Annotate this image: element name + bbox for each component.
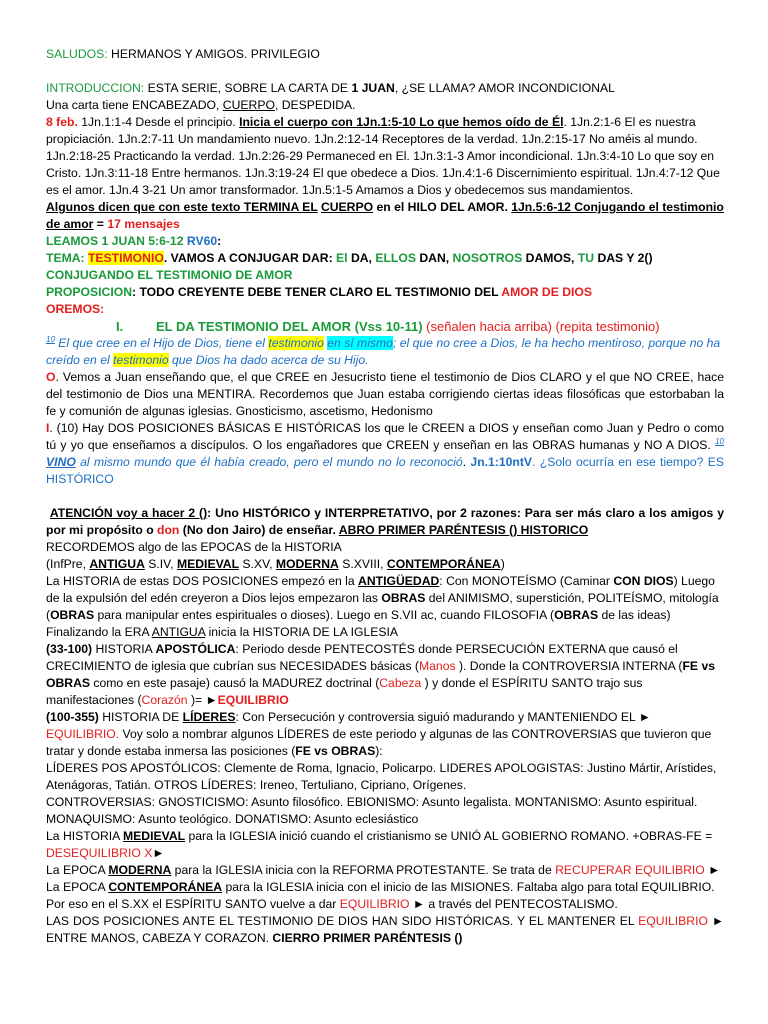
text: . 1Jn.2:1-6 El es nuestra propiciación. 1Jn.2:7-11 Un mandamiento nuevo. 1Jn.2:12-14 Receptores de la verdad. 1Jn.2:15-17 No améis al mundo. 1Jn.2:18-25 Practicando la verdad. 1Jn.2:26-29 Permaneced en El. 1Jn.3:1-3 Amor incondicional. 1Jn.3:4-10 Lo que soy en Cristo. 1Jn.3:11-18 Entre hermanos. 1Jn.3:19-24 El que obedece a Dios. 1Jn.4:1-6 Discernimiento espiritual. 1Jn.4:7-12 Que es el amor. 1Jn.4 3-21 Un amor transformador. 1Jn.5:1-5 Amamos a Dios y obedecemos sus mandamientos.	[46, 115, 720, 197]
text: 1Jn.1:1-4 Desde el principio.	[77, 115, 240, 129]
i-paragraph	[46, 420, 724, 488]
epocas-line	[46, 556, 724, 573]
text: : Periodo desde PENTECOSTÉS donde PERSECUCIÓN EXTERNA que causó el CRECIMIENTO de iglesia que cubrían sus NECESIDADES básicas (	[46, 642, 678, 673]
leamos-line	[46, 233, 724, 250]
text: . Vemos a Juan enseñando que, el que CREE en Jesucristo tiene el testimonio de Dios CLARO y el que NO CREE, hace del testimonio de Dios una MENTIRA. Recordemos que Juan estaba corrigiendo ciertas ideas filosóficas que estorbaban la fe y comunión de algunas iglesias. Gnosticismo, ascetismo, Hedonismo	[46, 370, 724, 418]
text-bold: CON DIOS	[613, 574, 674, 588]
text: ESTA SERIE, SOBRE LA CARTA DE	[144, 81, 352, 95]
text-underline: CUERPO	[222, 98, 275, 112]
text: El que cree en el Hijo de Dios, tiene el	[54, 336, 269, 350]
text-red: don	[157, 523, 180, 537]
text: . VAMOS A CONJUGAR DAR:	[163, 251, 337, 265]
saludos-text: HERMANOS Y AMIGOS. PRIVILEGIO	[107, 47, 320, 61]
text: ) y donde el ESPÍRITU SANTO trajo sus manifestaciones (	[46, 676, 643, 707]
lideres-paragraph	[46, 709, 724, 760]
controversias-list: CONTROVERSIAS: GNOSTICISMO: Asunto filosófico. EBIONISMO: Asunto legalista. MONTANISMO: Asunto espiritual. MONAQUISMO: Asunto teológico. DONATISMO: Asunto eclesiástico	[46, 795, 698, 826]
text-underline: CUERPO	[320, 200, 374, 214]
date-label: 8 feb.	[46, 115, 78, 129]
text: del ANIMISMO, superstición, POLITEÍSMO, mitología (	[46, 591, 719, 622]
proposicion-line	[46, 284, 724, 301]
proposicion-label: PROPOSICION	[46, 285, 133, 299]
oremos-line: OREMOS:	[46, 302, 105, 316]
text: para manipular entes espirituales o dioses). Luego en S.VII ac, cuando FILOSOFIA (	[94, 608, 555, 622]
text-bold: 1 JUAN	[351, 81, 395, 95]
text-bold: LÍDERES	[182, 710, 236, 724]
tema-label: TEMA:	[46, 251, 88, 265]
text-bold: CIERRO PRIMER PARÉNTESIS ()	[272, 931, 463, 945]
text: ) Luego de la expulsión del edén creyeron a Dios lejos empezaron las	[46, 574, 715, 605]
moderna-paragraph	[46, 862, 724, 879]
text: ► a través del PENTECOSTALISMO.	[409, 897, 618, 911]
highlight: testimonio	[113, 353, 169, 367]
text-red: DESEQUILIBRIO X	[46, 846, 153, 860]
text-red: Cabeza	[379, 676, 422, 690]
text: DAS Y 2()	[594, 251, 653, 265]
text-red: EQUILIBRIO	[638, 914, 708, 928]
final-paragraph	[46, 913, 724, 947]
contemporanea-paragraph	[46, 879, 724, 913]
text: =	[93, 217, 108, 231]
heading-number: I.	[116, 319, 124, 334]
text-green: TU	[577, 251, 595, 265]
text: S.XVIII,	[338, 557, 387, 571]
text-bold: MEDIEVAL	[123, 829, 186, 843]
text-red: I	[46, 421, 50, 435]
text-green: NOSOTROS	[452, 251, 523, 265]
text-blue: al mismo mundo que él había creado, pero el mundo no lo reconoció	[75, 455, 463, 469]
text-bold: FE vs OBRAS	[295, 744, 376, 758]
text: La HISTORIA	[46, 829, 123, 843]
text-red: Manos	[419, 659, 456, 673]
text-bold: OBRAS	[554, 608, 599, 622]
antiguedad-paragraph	[46, 573, 724, 641]
text: )	[500, 557, 505, 571]
apostolica-paragraph	[46, 641, 724, 709]
text: (InfPre,	[46, 557, 90, 571]
text-bold: MEDIEVAL	[176, 557, 240, 571]
text-green: LEAMOS 1 JUAN 5:6-12	[46, 234, 187, 248]
message-count: 17 mensajes	[107, 217, 180, 231]
verse-number: 10	[715, 436, 724, 446]
text: HISTORIA DE	[98, 710, 183, 724]
lideres-list: LÍDERES POS APOSTÓLICOS: Clemente de Roma, Ignacio, Policarpo. LIDERES APOLOGISTAS: Justino Mártir, Arístides, Atenágoras, Tatián. OTROS LÍDERES: Ireneo, Tertuliano, Cipriano, Orígenes.	[46, 761, 717, 792]
text-bold: (100-355)	[46, 710, 99, 724]
text-red: AMOR DE DIOS	[501, 285, 593, 299]
document-page	[46, 46, 724, 947]
medieval-paragraph	[46, 828, 724, 862]
text: La EPOCA	[46, 880, 109, 894]
text-red: EQUILIBRIO.	[46, 727, 120, 741]
text: para la IGLESIA inicia con la REFORMA PROTESTANTE. Se trata de	[171, 863, 556, 877]
saludos-label: SALUDOS:	[46, 47, 108, 61]
text: .	[462, 455, 471, 469]
text-red: EQUILIBRIO	[217, 693, 289, 707]
introduccion-line	[46, 80, 724, 97]
atencion-paragraph	[46, 505, 724, 539]
text-red: RECUPERAR EQUILIBRIO	[555, 863, 705, 877]
text-bold: (33-100)	[46, 642, 93, 656]
text: ; el que no cree a Dios, le ha hecho mentiroso, porque no ha creído en el	[46, 336, 721, 367]
conjugando-line: CONJUGANDO EL TESTIMONIO DE AMOR	[46, 268, 293, 282]
text: La EPOCA	[46, 863, 109, 877]
heading-note: (señalen hacia arriba) (repita testimonio)	[422, 319, 660, 334]
reference: Jn.1:10ntV	[470, 455, 533, 469]
text-bold: MODERNA	[108, 863, 172, 877]
text: )= ►	[187, 693, 218, 707]
carta-line	[46, 97, 724, 114]
text: . (10) Hay DOS POSICIONES BÁSICAS E HISTÓRICAS los que le CREEN a DIOS y enseñan como Juan y Pedro o como tú y yo que enseñamos a discípulos. O los engañadores que CREEN y enseñan en las OBRAS humanas y NO A DIOS.	[46, 421, 724, 452]
text: ►	[704, 863, 721, 877]
text: Voy solo a nombrar algunos LÍDERES de este periodo y algunas de las CONTROVERSIAS que tuvieron que tratar y donde estaba inmersa las posiciones (	[46, 727, 712, 758]
text-green: El	[336, 251, 348, 265]
text-bold: OBRAS	[381, 591, 426, 605]
text-bold: FE vs OBRAS	[46, 659, 716, 690]
text-underline: ATENCIÓN voy a hacer 2 ()	[49, 506, 208, 520]
text-underline: 1Jn.5:6-12 Conjugando el testimonio de amor	[46, 200, 724, 231]
text: para la IGLESIA inició cuando el cristianismo se UNIÓ AL GOBIERNO ROMANO. +OBRAS-FE =	[185, 829, 713, 843]
text-bold: ANTIGÜEDAD	[358, 574, 440, 588]
verse-10	[46, 335, 724, 369]
text-bold: MODERNA	[275, 557, 339, 571]
text: DA,	[347, 251, 376, 265]
text: que Dios ha dado acerca de su Hijo.	[168, 353, 369, 367]
text: ). Donde la CONTROVERSIA INTERNA (	[455, 659, 683, 673]
verse-number: 10	[46, 334, 55, 344]
text-bold: Inicia el cuerpo con 1Jn.1:5-10 Lo que hemos oído de Él	[239, 115, 564, 129]
recordemos-line: RECORDEMOS algo de las EPOCAS de la HISTORIA	[46, 540, 342, 554]
text-green: ELLOS	[375, 251, 416, 265]
text: inicia la HISTORIA DE LA IGLESIA	[205, 625, 399, 639]
text-underline: ANTIGUA	[151, 625, 206, 639]
text: La HISTORIA de estas DOS POSICIONES empezó en la	[46, 574, 359, 588]
text-bold: OBRAS	[50, 608, 95, 622]
text: ► ENTRE MANOS, CABEZA Y CORAZON.	[46, 914, 724, 945]
text: en el HILO DEL AMOR.	[373, 200, 512, 214]
text: : Uno HISTÓRICO y INTERPRETATIVO, por 2 razones: Para ser más claro a los amigos y por mi propósito o	[46, 506, 724, 537]
algunos-paragraph	[46, 199, 724, 233]
text: S.XV,	[239, 557, 276, 571]
text: DAMOS,	[522, 251, 578, 265]
text: ►	[152, 846, 165, 860]
text-red: Corazón	[141, 693, 188, 707]
text: Una carta tiene ENCABEZADO,	[46, 98, 223, 112]
text: HISTORIA	[92, 642, 156, 656]
text: , DESPEDIDA.	[274, 98, 356, 112]
version-label: RV60	[186, 234, 218, 248]
text: DAN,	[415, 251, 453, 265]
highlight: en sí mismo	[327, 336, 393, 350]
text: : TODO CREYENTE DEBE TENER CLARO EL TESTIMONIO DEL	[132, 285, 502, 299]
text: LAS DOS POSICIONES ANTE EL TESTIMONIO DE DIOS HAN SIDO HISTÓRICAS. Y EL MANTENER EL	[46, 914, 639, 928]
tema-line	[46, 250, 724, 267]
text-bold: ANTIGUA	[89, 557, 145, 571]
text: S.IV,	[144, 557, 177, 571]
heading-title: EL DA TESTIMONIO DEL AMOR (Vss 10-11)	[156, 319, 423, 334]
text: (No don Jairo) de enseñar.	[179, 523, 339, 537]
text-bold: CONTEMPORÁNEA	[108, 880, 223, 894]
section-heading	[46, 318, 724, 335]
text: de las ideas) Finalizando la ERA	[46, 608, 671, 639]
text: para la IGLESIA inicia con el inicio de las MISIONES. Faltaba algo para total EQUILIBRIO. Por eso en el S.XX el ESPÍRITU SANTO vuelve a dar	[46, 880, 715, 911]
schedule-paragraph	[46, 114, 724, 199]
text-red: O	[46, 370, 56, 384]
text-underline: VINO	[46, 455, 76, 469]
o-paragraph	[46, 369, 724, 420]
text-underline: Algunos dicen que con este texto TERMINA EL	[46, 200, 318, 214]
text: : Con MONOTEÍSMO (Caminar	[439, 574, 614, 588]
text-underline: ABRO PRIMER PARÉNTESIS () HISTORICO	[338, 523, 589, 537]
text-bold: APOSTÓLICA	[155, 642, 236, 656]
introduccion-label: INTRODUCCION:	[46, 81, 145, 95]
text: como en este pasaje) causó la MADUREZ doctrinal (	[90, 676, 380, 690]
text: : Con Persecución y controversia siguió madurando y MANTENIENDO EL ►	[235, 710, 651, 724]
text-bold: CONTEMPORÁNEA	[386, 557, 501, 571]
text-blue: . ¿Solo ocurría en ese tiempo? ES HISTÓRICO	[46, 455, 725, 486]
text: , ¿SE LLAMA? AMOR INCONDICIONAL	[394, 81, 615, 95]
saludos-line	[46, 46, 724, 63]
text: :	[217, 234, 222, 248]
tema-highlight: TESTIMONIO	[87, 251, 164, 265]
text: ):	[375, 744, 383, 758]
text-red: EQUILIBRIO	[339, 897, 410, 911]
highlight: testimonio	[268, 336, 324, 350]
